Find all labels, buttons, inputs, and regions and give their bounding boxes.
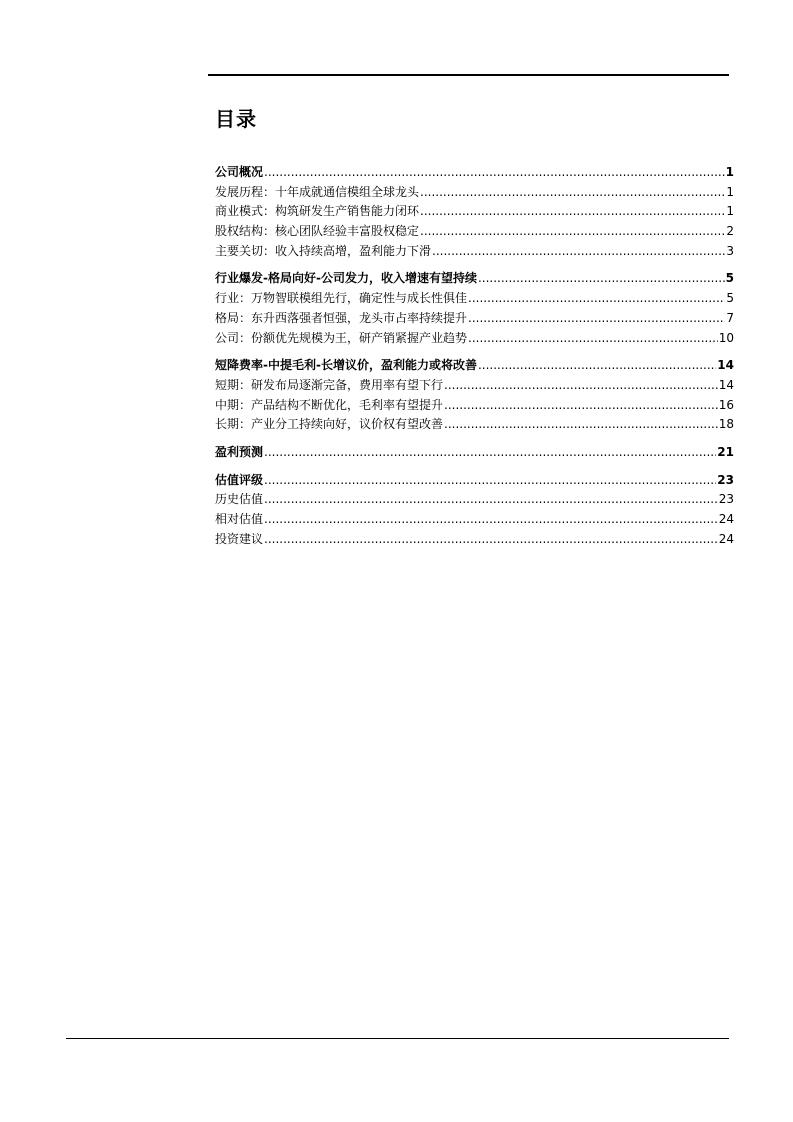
toc-leader bbox=[264, 443, 716, 463]
toc-label: 主要关切：收入持续高增，盈利能力下滑 bbox=[215, 243, 432, 258]
toc-label: 相对估值 bbox=[215, 512, 264, 526]
toc-leader bbox=[468, 289, 725, 309]
toc-page: 1 bbox=[726, 204, 734, 219]
toc-leader bbox=[444, 396, 718, 416]
toc-entry[interactable] bbox=[215, 490, 734, 510]
toc-label: 估值评级 bbox=[215, 472, 264, 487]
toc-page: 14 bbox=[717, 358, 734, 373]
toc-entry[interactable] bbox=[215, 222, 734, 242]
toc-entry[interactable] bbox=[215, 356, 734, 376]
toc-page: 5 bbox=[726, 291, 734, 306]
toc-label: 股权结构：核心团队经验丰富股权稳定 bbox=[215, 224, 420, 239]
toc-entry[interactable] bbox=[215, 443, 734, 463]
toc-leader bbox=[420, 222, 725, 242]
toc-entry[interactable] bbox=[215, 376, 734, 396]
toc-label: 中期：产品结构不断优化，毛利率有望提升 bbox=[215, 397, 444, 412]
toc-entry[interactable] bbox=[215, 396, 734, 416]
toc-page: 2 bbox=[726, 224, 734, 239]
toc-label: 长期：产业分工持续向好，议价权有望改善 bbox=[215, 417, 444, 432]
toc-leader bbox=[420, 202, 725, 222]
table-of-contents bbox=[215, 163, 734, 549]
page-title: 目录 bbox=[215, 107, 257, 131]
toc-label: 公司概况 bbox=[215, 165, 264, 179]
toc-entry[interactable] bbox=[215, 269, 734, 289]
toc-label: 公司：份额优先规模为王，研产销紧握产业趋势 bbox=[215, 330, 468, 345]
toc-leader bbox=[468, 329, 718, 349]
footer-rule bbox=[66, 1038, 729, 1039]
toc-leader bbox=[432, 242, 725, 262]
toc-entry[interactable] bbox=[215, 242, 734, 262]
toc-page: 16 bbox=[718, 397, 734, 412]
toc-label: 行业：万物智联模组先行，确定性与成长性俱佳 bbox=[215, 291, 468, 306]
toc-leader bbox=[478, 269, 725, 289]
toc-leader bbox=[264, 490, 718, 510]
toc-entry[interactable] bbox=[215, 202, 734, 222]
toc-entry[interactable] bbox=[215, 510, 734, 530]
toc-entry[interactable] bbox=[215, 471, 734, 491]
toc-entry[interactable] bbox=[215, 415, 734, 435]
toc-page: 14 bbox=[718, 377, 734, 392]
toc-leader bbox=[264, 530, 718, 550]
header-rule bbox=[208, 74, 729, 76]
toc-label: 短期：研发布局逐渐完备，费用率有望下行 bbox=[215, 377, 444, 392]
toc-leader bbox=[468, 309, 725, 329]
toc-page: 23 bbox=[717, 472, 734, 487]
toc-page: 18 bbox=[718, 417, 734, 432]
toc-leader bbox=[478, 356, 716, 376]
toc-page: 10 bbox=[718, 330, 734, 345]
toc-page: 1 bbox=[725, 165, 734, 179]
toc-label: 盈利预测 bbox=[215, 444, 264, 459]
toc-label: 发展历程：十年成就通信模组全球龙头 bbox=[215, 184, 420, 199]
toc-entry[interactable] bbox=[215, 183, 734, 203]
toc-leader bbox=[264, 471, 716, 491]
toc-entry[interactable] bbox=[215, 329, 734, 349]
toc-label: 历史估值 bbox=[215, 492, 264, 507]
toc-label: 商业模式：构筑研发生产销售能力闭环 bbox=[215, 204, 420, 219]
toc-page: 7 bbox=[726, 310, 734, 325]
toc-entry[interactable] bbox=[215, 289, 734, 309]
toc-page: 23 bbox=[718, 492, 734, 507]
toc-leader bbox=[264, 510, 718, 530]
toc-page: 21 bbox=[717, 444, 734, 459]
toc-page: 1 bbox=[726, 184, 734, 199]
toc-leader bbox=[264, 163, 725, 183]
toc-label: 投资建议 bbox=[215, 531, 264, 546]
toc-page: 24 bbox=[718, 531, 734, 546]
toc-leader bbox=[420, 183, 725, 203]
toc-page: 3 bbox=[726, 243, 734, 258]
toc-label: 行业爆发-格局向好-公司发力，收入增速有望持续 bbox=[215, 271, 477, 286]
toc-entry[interactable] bbox=[215, 309, 734, 329]
toc-entry[interactable] bbox=[215, 530, 734, 550]
toc-label: 格局：东升西落强者恒强，龙头市占率持续提升 bbox=[215, 310, 468, 325]
toc-page: 5 bbox=[725, 271, 734, 286]
toc-leader bbox=[444, 415, 718, 435]
toc-leader bbox=[444, 376, 718, 396]
toc-entry[interactable] bbox=[215, 163, 734, 183]
toc-page: 24 bbox=[718, 512, 734, 526]
toc-label: 短降费率-中提毛利-长增议价，盈利能力或将改善 bbox=[215, 358, 477, 373]
